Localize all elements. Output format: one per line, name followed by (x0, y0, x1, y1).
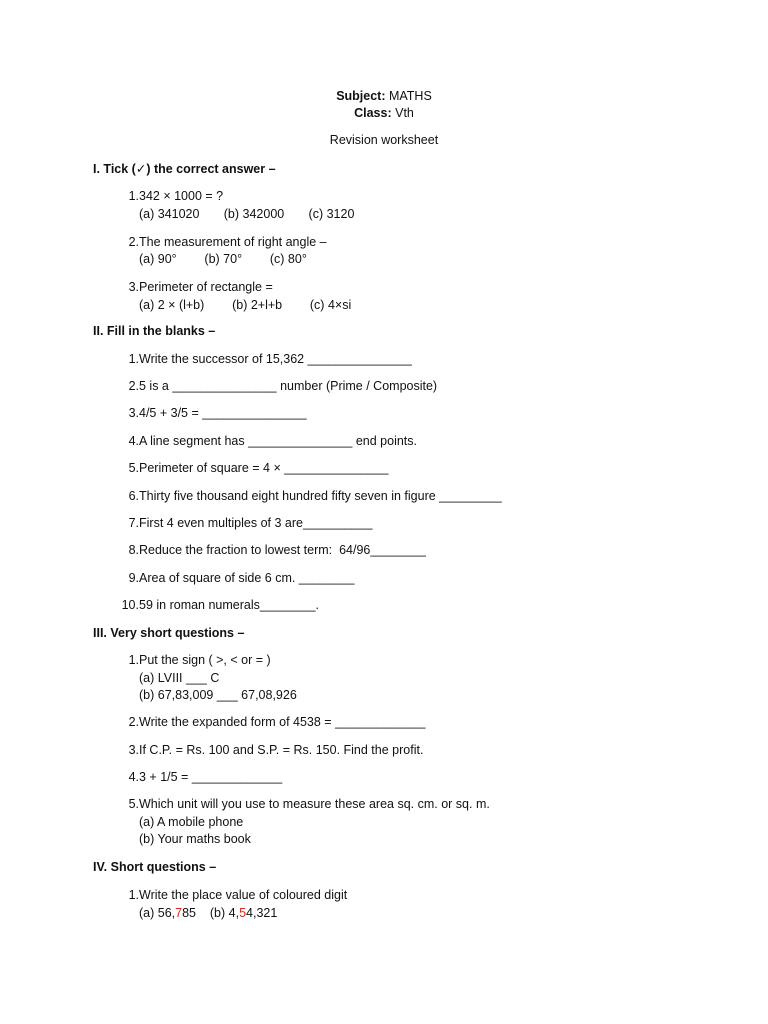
option-a-prefix: (a) 56, (139, 906, 176, 920)
question-text: Reduce the fraction to lowest term: 64/96________ (139, 543, 426, 557)
section-1-title: I. Tick (✓) the correct answer – (93, 162, 276, 176)
question-text: The measurement of right angle – (139, 235, 327, 249)
question-text: Thirty five thousand eight hundred fifty seven in figure _________ (139, 489, 502, 503)
question-number: 6. (128, 489, 139, 503)
question-subpart: (b) Your maths book (139, 832, 251, 846)
question-text: A line segment has _______________ end points. (139, 434, 418, 448)
question-options: (a) 2 × (l+b) (b) 2+l+b (c) 4×si (139, 298, 352, 312)
question-number: 3. (128, 280, 139, 294)
subject-line (0, 88, 768, 105)
question-number: 9. (128, 571, 139, 585)
class-value: Vth (391, 106, 414, 120)
question-text: Which unit will you use to measure these area sq. cm. or sq. m. (139, 797, 490, 811)
question-subpart: (a) LVIII ___ C (139, 671, 220, 685)
question-text: First 4 even multiples of 3 are__________ (139, 516, 373, 530)
question-number: 2. (128, 235, 139, 249)
question-number: 1. (128, 888, 139, 902)
question-number: 5. (128, 461, 139, 475)
question-text: 4/5 + 3/5 = _______________ (139, 406, 307, 420)
question-options: (a) 341020 (b) 342000 (c) 3120 (139, 207, 355, 221)
question-text: Area of square of side 6 cm. ________ (139, 571, 355, 585)
question-number: 8. (128, 543, 139, 557)
question-text: 5 is a _______________ number (Prime / Composite) (139, 379, 438, 393)
worksheet-title: Revision worksheet (329, 133, 439, 147)
question-number: 1. (128, 653, 139, 667)
class-line (0, 105, 768, 122)
section-4-title: IV. Short questions – (93, 860, 217, 874)
question-text: Write the expanded form of 4538 = _____________ (139, 715, 426, 729)
question-number: 5. (128, 797, 139, 811)
question-text: 59 in roman numerals________. (139, 598, 319, 612)
question-text: Write the place value of coloured digit (139, 888, 348, 902)
subject-label: Subject: (336, 89, 386, 103)
question-text: Put the sign ( >, < or = ) (139, 653, 271, 667)
subject-value: MATHS (385, 89, 432, 103)
question-text: Perimeter of square = 4 × _______________ (139, 461, 389, 475)
class-label: Class: (354, 106, 392, 120)
question-number: 3. (128, 406, 139, 420)
question-number: 2. (128, 715, 139, 729)
question-text: 3 + 1/5 = _____________ (139, 770, 283, 784)
option-a-suffix: 85 (182, 906, 210, 920)
question-subpart: (b) 67,83,009 ___ 67,08,926 (139, 688, 297, 702)
question-text: 342 × 1000 = ? (139, 189, 224, 203)
option-b-suffix: 4,321 (246, 906, 278, 920)
question-text: Write the successor of 15,362 _______________ (139, 352, 412, 366)
question-number: 10. (121, 598, 139, 612)
question-text: If C.P. = Rs. 100 and S.P. = Rs. 150. Find the profit. (139, 743, 424, 757)
question-number: 2. (128, 379, 139, 393)
question-number: 4. (128, 434, 139, 448)
question-number: 7. (128, 516, 139, 530)
worksheet-header (0, 88, 768, 122)
coloured-digit: 5 (239, 906, 247, 920)
option-b-prefix: (b) 4, (209, 906, 240, 920)
section-3-title: III. Very short questions – (93, 626, 245, 640)
question-number: 1. (128, 189, 139, 203)
question-text: Perimeter of rectangle = (139, 280, 273, 294)
question-number: 1. (128, 352, 139, 366)
question-subpart: (a) A mobile phone (139, 815, 244, 829)
question-subpart (139, 905, 277, 922)
section-2-title: II. Fill in the blanks – (93, 324, 216, 338)
coloured-digit: 7 (175, 906, 183, 920)
question-options: (a) 90° (b) 70° (c) 80° (139, 252, 307, 266)
question-number: 3. (128, 743, 139, 757)
question-number: 4. (128, 770, 139, 784)
